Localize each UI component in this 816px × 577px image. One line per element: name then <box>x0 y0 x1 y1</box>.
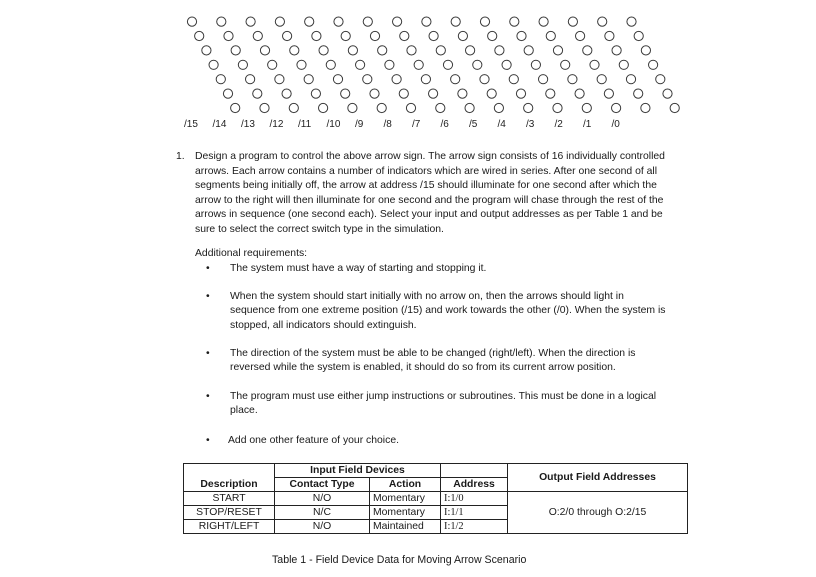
indicator-light <box>223 89 232 98</box>
indicator-light <box>217 17 226 26</box>
arrow-address-label: /7 <box>412 119 421 130</box>
indicator-light <box>370 89 379 98</box>
bullet-icon: • <box>206 435 210 446</box>
indicator-light <box>531 60 540 69</box>
indicator-light <box>370 31 379 40</box>
indicator-light <box>209 60 218 69</box>
field-device-table <box>183 463 688 534</box>
indicator-light <box>634 89 643 98</box>
question-text: Design a program to control the above arrow sign. The arrow sign consists of 16 individually controlled arrows. Each arrow contains a number of indicators which are wired in series. After one second of all segments being initially off, the arrow at address /15 should illuminate for one second after which the arrow to the right will then illuminate for one second and the program will chase through the rest of the arrows in sequence (one second each). Select your input and output addresses as per Table 1 and be sure to select the correct switch type in the simulation. <box>195 151 665 235</box>
arrow-address-label: /4 <box>497 119 506 130</box>
arrow-indicator-group <box>187 17 239 113</box>
arrow-address-label: /8 <box>383 119 392 130</box>
arrow-indicator-group <box>275 17 327 113</box>
table-caption: Table 1 - Field Device Data for Moving Arrow Scenario <box>272 554 527 566</box>
arrow-indicator-group <box>451 17 503 113</box>
indicator-light <box>575 89 584 98</box>
arrow-address-label: /3 <box>526 119 535 130</box>
arrow-address-label: /9 <box>355 119 364 130</box>
indicator-light <box>649 60 658 69</box>
indicator-light <box>377 103 386 112</box>
indicator-light <box>634 31 643 40</box>
indicator-light <box>524 103 533 112</box>
indicator-light <box>283 31 292 40</box>
indicator-light <box>597 75 606 84</box>
arrow-address-label: /5 <box>469 119 478 130</box>
indicator-light <box>451 75 460 84</box>
output-field-addresses-header: Output Field Addresses <box>508 464 688 492</box>
indicator-light <box>495 46 504 55</box>
indicator-light <box>429 31 438 40</box>
indicator-light <box>487 89 496 98</box>
indicator-light <box>414 60 423 69</box>
indicator-light <box>253 89 262 98</box>
arrow-indicator-group <box>363 17 415 113</box>
arrow-indicator-group <box>334 17 386 113</box>
indicator-light <box>305 17 314 26</box>
column-header: Action <box>370 478 441 492</box>
indicator-light <box>348 46 357 55</box>
arrow-address-label: /14 <box>212 119 227 130</box>
indicator-light <box>275 17 284 26</box>
indicator-light <box>253 31 262 40</box>
indicator-light <box>341 31 350 40</box>
output-addresses-value: O:2/0 through O:2/15 <box>508 492 688 534</box>
indicator-light <box>546 89 555 98</box>
indicator-light <box>429 89 438 98</box>
indicator-light <box>246 75 255 84</box>
indicator-light <box>290 46 299 55</box>
arrow-address-label: /6 <box>440 119 449 130</box>
indicator-light <box>348 103 357 112</box>
indicator-light <box>583 46 592 55</box>
additional-requirements-heading: Additional requirements: <box>195 248 308 259</box>
arrow-indicator-group <box>422 17 474 113</box>
table-row: STOP/RESET N/C Momentary I:1/1 <box>184 506 688 520</box>
indicator-light <box>612 103 621 112</box>
indicator-light <box>363 75 372 84</box>
indicator-light <box>502 60 511 69</box>
arrow-address-label: /12 <box>269 119 284 130</box>
indicator-light <box>422 17 431 26</box>
indicator-light <box>509 75 518 84</box>
arrow-indicator-group <box>627 17 679 113</box>
indicator-light <box>289 103 298 112</box>
indicator-light <box>612 46 621 55</box>
arrow-address-label: /10 <box>326 119 341 130</box>
indicator-light <box>516 89 525 98</box>
indicator-light <box>443 60 452 69</box>
indicator-light <box>400 31 409 40</box>
arrow-indicator-group <box>598 17 650 113</box>
indicator-light <box>363 17 372 26</box>
indicator-light <box>480 75 489 84</box>
arrow-sign <box>0 0 816 140</box>
indicator-light <box>260 46 269 55</box>
indicator-light <box>326 60 335 69</box>
input-field-devices-header: Input Field Devices <box>275 464 441 478</box>
indicator-light <box>231 46 240 55</box>
indicator-light <box>517 31 526 40</box>
arrow-indicator-group <box>510 17 562 113</box>
indicator-light <box>356 60 365 69</box>
indicator-light <box>334 17 343 26</box>
indicator-light <box>378 46 387 55</box>
indicator-light <box>268 60 277 69</box>
indicator-light <box>539 17 548 26</box>
arrow-indicator-group <box>217 17 269 113</box>
table-row: START N/O Momentary I:1/0 O:2/0 through O:2/15 <box>184 492 688 506</box>
indicator-light <box>319 46 328 55</box>
indicator-light <box>626 75 635 84</box>
indicator-light <box>458 89 467 98</box>
question-number: 1. <box>176 151 185 162</box>
indicator-light <box>494 103 503 112</box>
indicator-light <box>451 17 460 26</box>
indicator-light <box>546 31 555 40</box>
indicator-light <box>576 31 585 40</box>
indicator-light <box>304 75 313 84</box>
indicator-light <box>619 60 628 69</box>
arrow-address-label: /15 <box>184 119 198 130</box>
indicator-light <box>582 103 591 112</box>
indicator-light <box>319 103 328 112</box>
indicator-light <box>466 46 475 55</box>
indicator-light <box>385 60 394 69</box>
indicator-light <box>406 103 415 112</box>
bullet-icon: • <box>206 263 210 274</box>
indicator-light <box>246 17 255 26</box>
bullet-icon: • <box>206 348 210 359</box>
indicator-light <box>311 89 320 98</box>
arrow-indicator-group <box>305 17 357 113</box>
indicator-light <box>670 103 679 112</box>
indicator-light <box>605 31 614 40</box>
indicator-light <box>465 103 474 112</box>
indicator-light <box>627 17 636 26</box>
indicator-light <box>510 17 519 26</box>
arrow-address-label: /2 <box>554 119 563 130</box>
indicator-light <box>436 46 445 55</box>
indicator-light <box>224 31 233 40</box>
indicator-light <box>656 75 665 84</box>
indicator-light <box>187 17 196 26</box>
arrow-indicator-group <box>393 17 445 113</box>
indicator-light <box>393 17 402 26</box>
indicator-light <box>473 60 482 69</box>
indicator-light <box>421 75 430 84</box>
indicator-light <box>399 89 408 98</box>
arrow-indicator-group <box>568 17 620 113</box>
indicator-light <box>282 89 291 98</box>
arrow-address-label: /11 <box>298 119 312 130</box>
indicator-light <box>312 31 321 40</box>
indicator-light <box>202 46 211 55</box>
bullet-icon: • <box>206 291 210 302</box>
arrow-address-label: /0 <box>611 119 620 130</box>
indicator-light <box>641 46 650 55</box>
bullet-icon: • <box>206 391 210 402</box>
indicator-light <box>275 75 284 84</box>
indicator-light <box>231 103 240 112</box>
column-header: Contact Type <box>275 478 370 492</box>
indicator-light <box>436 103 445 112</box>
indicator-light <box>195 31 204 40</box>
indicator-light <box>561 60 570 69</box>
indicator-light <box>238 60 247 69</box>
table-row: RIGHT/LEFT N/O Maintained I:1/2 <box>184 520 688 534</box>
indicator-light <box>539 75 548 84</box>
column-header: Address <box>441 478 508 492</box>
indicator-light <box>297 60 306 69</box>
indicator-light <box>407 46 416 55</box>
arrow-indicator-group <box>246 17 298 113</box>
indicator-light <box>524 46 533 55</box>
indicator-light <box>663 89 672 98</box>
indicator-light <box>641 103 650 112</box>
indicator-light <box>216 75 225 84</box>
arrow-indicator-group <box>539 17 591 113</box>
indicator-light <box>488 31 497 40</box>
indicator-light <box>260 103 269 112</box>
indicator-light <box>333 75 342 84</box>
indicator-light <box>568 17 577 26</box>
indicator-light <box>553 103 562 112</box>
arrow-address-label: /1 <box>583 119 592 130</box>
indicator-light <box>458 31 467 40</box>
indicator-light <box>590 60 599 69</box>
arrow-indicator-group <box>480 17 532 113</box>
column-header: Description <box>184 478 275 492</box>
indicator-light <box>568 75 577 84</box>
indicator-light <box>392 75 401 84</box>
indicator-light <box>341 89 350 98</box>
indicator-light <box>480 17 489 26</box>
indicator-light <box>598 17 607 26</box>
indicator-light <box>604 89 613 98</box>
arrow-address-label: /13 <box>241 119 255 130</box>
indicator-light <box>553 46 562 55</box>
